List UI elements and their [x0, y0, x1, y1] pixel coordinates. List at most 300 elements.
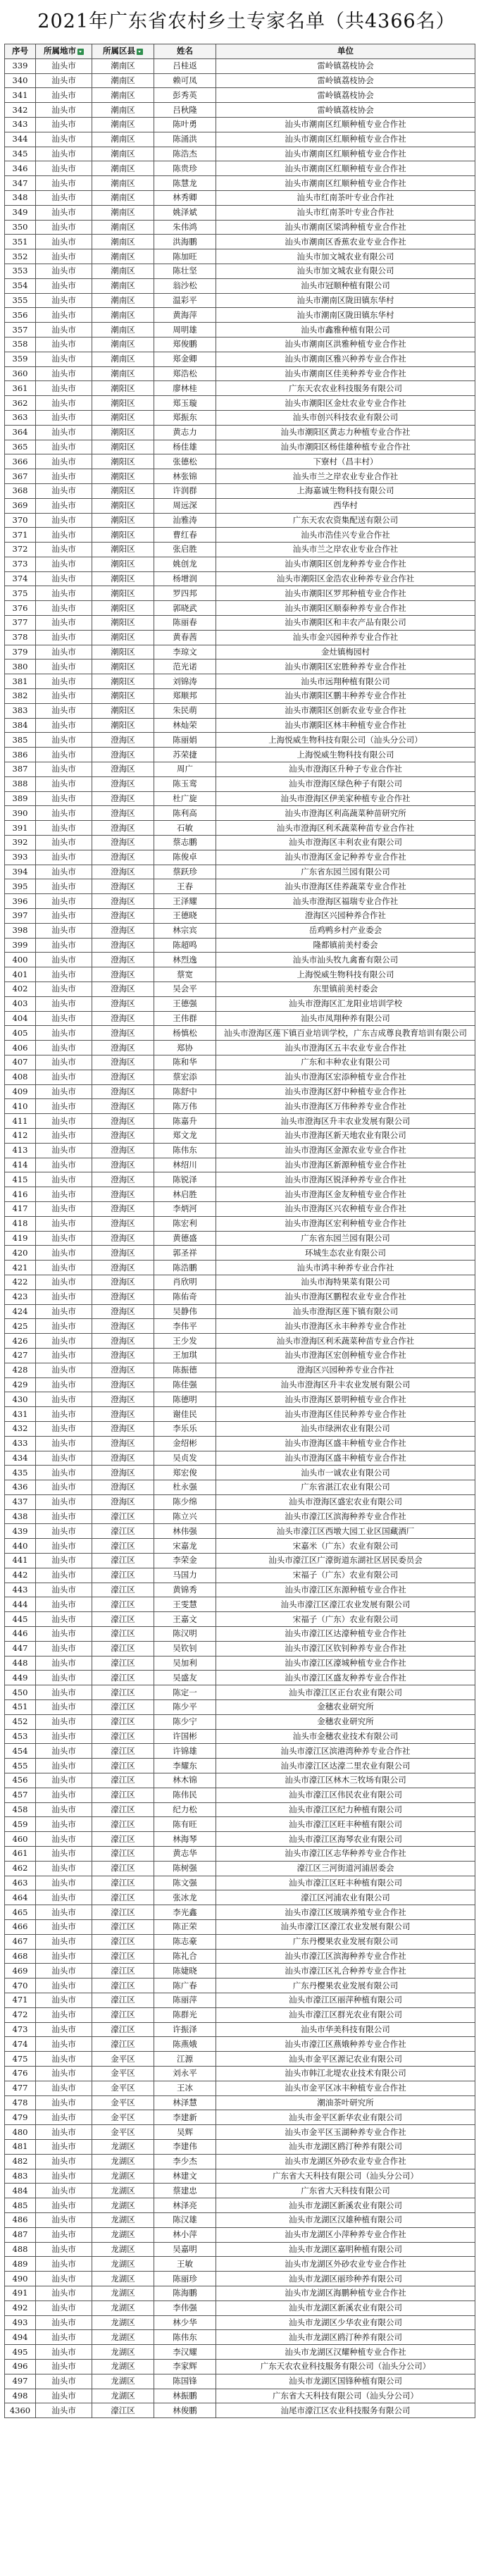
cell-district: 潮阳区: [92, 410, 154, 425]
cell-name: 陈丽娟: [154, 733, 216, 748]
document-title: 2021年广东省农村乡土专家名单（共4366名）: [37, 11, 456, 32]
table-row: [5, 483, 475, 498]
table-row: [5, 1304, 475, 1319]
cell-city: 汕头市: [36, 1172, 92, 1187]
table-row: [5, 147, 475, 161]
table-row: [5, 498, 475, 513]
cell-index: 424: [5, 1304, 36, 1319]
cell-city: 汕头市: [36, 645, 92, 660]
table-row: [5, 1392, 475, 1407]
cell-district: 濠江区: [92, 1979, 154, 1993]
cell-unit: 汕头市潮阳区创龙种养专业合作社: [216, 557, 475, 571]
cell-index: 445: [5, 1612, 36, 1627]
cell-district: 龙湖区: [92, 2257, 154, 2272]
cell-unit: 汕头市澄海区升丰农业发展有限公司: [216, 1114, 475, 1129]
cell-district: 澄海区: [92, 982, 154, 997]
cell-index: 444: [5, 1597, 36, 1612]
cell-unit: 汕头市濠江区达濠种植专业合作社: [216, 1627, 475, 1642]
cell-district: 潮阳区: [92, 630, 154, 645]
cell-unit: 上海悦威生物科技有限公司: [216, 967, 475, 982]
cell-district: 潮南区: [92, 176, 154, 191]
cell-name: 黄德盛: [154, 1231, 216, 1246]
cell-name: 黄海萍: [154, 308, 216, 323]
cell-unit: 汕头市澄海区永丰种养专业合作社: [216, 1319, 475, 1334]
cell-index: 452: [5, 1714, 36, 1729]
cell-city: 汕头市: [36, 1671, 92, 1685]
cell-name: 张启胜: [154, 543, 216, 557]
table-row: [5, 1114, 475, 1129]
cell-unit: 汕头市潮南区雅兴种养专业合作社: [216, 352, 475, 366]
cell-unit: 广东天农农业科技服务有限公司: [216, 381, 475, 396]
table-row: [5, 1084, 475, 1099]
cell-index: 400: [5, 953, 36, 967]
table-row: [5, 2242, 475, 2257]
cell-city: 汕头市: [36, 1539, 92, 1554]
cell-city: 汕头市: [36, 1451, 92, 1466]
cell-city: 汕头市: [36, 1568, 92, 1583]
cell-unit: 汕头市濠江区纪力种植有限公司: [216, 1802, 475, 1817]
cell-district: 澄海区: [92, 776, 154, 791]
cell-city: 汕头市: [36, 396, 92, 411]
cell-city: 汕头市: [36, 909, 92, 924]
cell-district: 澄海区: [92, 1084, 154, 1099]
table-row: [5, 1261, 475, 1275]
cell-city: 汕头市: [36, 1949, 92, 1964]
cell-city: 汕头市: [36, 2286, 92, 2301]
cell-unit: 汕头市濠江区濠江农业发展有限公司: [216, 1597, 475, 1612]
cell-index: 347: [5, 176, 36, 191]
cell-district: 龙湖区: [92, 2359, 154, 2374]
cell-district: 澄海区: [92, 1026, 154, 1041]
cell-city: 汕头市: [36, 1070, 92, 1084]
table-row: [5, 1788, 475, 1802]
cell-city: 汕头市: [36, 2007, 92, 2022]
cell-unit: 汕头市澄海区莲下镇有限公司: [216, 1304, 475, 1319]
cell-district: 澄海区: [92, 1011, 154, 1026]
cell-city: 汕头市: [36, 1905, 92, 1920]
table-row: [5, 2037, 475, 2052]
cell-district: 濠江区: [92, 1554, 154, 1568]
cell-name: 陈群光: [154, 2007, 216, 2022]
cell-index: 373: [5, 557, 36, 571]
cell-name: 许润群: [154, 483, 216, 498]
cell-unit: 汕头市潮阳区罗邦种植专业合作社: [216, 586, 475, 601]
cell-index: 484: [5, 2184, 36, 2198]
cell-index: 443: [5, 1583, 36, 1597]
cell-name: 黄志力: [154, 425, 216, 440]
filter-dropdown-icon[interactable]: [77, 49, 84, 55]
cell-index: 438: [5, 1509, 36, 1524]
cell-index: 397: [5, 909, 36, 924]
cell-city: 汕头市: [36, 967, 92, 982]
cell-city: 汕头市: [36, 806, 92, 821]
cell-district: 濠江区: [92, 1832, 154, 1847]
cell-index: 439: [5, 1524, 36, 1539]
cell-city: 汕头市: [36, 1289, 92, 1304]
cell-index: 486: [5, 2212, 36, 2227]
table-row: [5, 396, 475, 411]
cell-name: 李荣金: [154, 1554, 216, 1568]
cell-district: 澄海区: [92, 1436, 154, 1451]
cell-name: 罗四邦: [154, 586, 216, 601]
cell-city: 汕头市: [36, 1817, 92, 1832]
cell-city: 汕头市: [36, 703, 92, 718]
cell-city: 汕头市: [36, 2374, 92, 2389]
cell-name: 王春: [154, 879, 216, 894]
cell-district: 金平区: [92, 2066, 154, 2081]
cell-district: 濠江区: [92, 1539, 154, 1554]
cell-city: 汕头市: [36, 1275, 92, 1289]
table-row: [5, 1979, 475, 1993]
table-row: [5, 337, 475, 352]
cell-district: 濠江区: [92, 1685, 154, 1700]
table-row: [5, 718, 475, 733]
table-row: [5, 308, 475, 323]
cell-city: 汕头市: [36, 1876, 92, 1890]
cell-city: 汕头市: [36, 2095, 92, 2110]
table-row: [5, 923, 475, 938]
cell-index: 437: [5, 1494, 36, 1509]
cell-city: 汕头市: [36, 1026, 92, 1041]
table-row: [5, 2403, 475, 2418]
cell-unit: 汕头市潮南区红顺种植专业合作社: [216, 147, 475, 161]
cell-district: 潮南区: [92, 161, 154, 176]
cell-name: 林伟强: [154, 1524, 216, 1539]
cell-unit: 澄海区兴园种养专业合作社: [216, 1363, 475, 1377]
table-row: [5, 2227, 475, 2242]
cell-index: 408: [5, 1070, 36, 1084]
cell-index: 432: [5, 1421, 36, 1436]
cell-city: 汕头市: [36, 1334, 92, 1349]
cell-city: 汕头市: [36, 953, 92, 967]
cell-name: 郑顺邦: [154, 689, 216, 704]
cell-district: 金平区: [92, 2052, 154, 2067]
cell-name: 王少发: [154, 1334, 216, 1349]
table-row: [5, 454, 475, 469]
cell-name: 陈汉雄: [154, 2212, 216, 2227]
cell-city: 汕头市: [36, 1421, 92, 1436]
cell-name: 王敏: [154, 2257, 216, 2272]
cell-district: 澄海区: [92, 1041, 154, 1055]
table-row: [5, 1319, 475, 1334]
cell-unit: 上海悦威生物科技有限公司: [216, 748, 475, 762]
cell-index: 354: [5, 278, 36, 293]
cell-district: 龙湖区: [92, 2345, 154, 2360]
cell-city: 汕头市: [36, 674, 92, 689]
cell-unit: 汕头市潮阳区林丰种植专业合作社: [216, 718, 475, 733]
cell-district: 龙湖区: [92, 2184, 154, 2198]
table-row: [5, 1539, 475, 1554]
cell-unit: 汕头市濠江区丽萍种植有限公司: [216, 1993, 475, 2007]
cell-index: 420: [5, 1246, 36, 1261]
cell-index: 423: [5, 1289, 36, 1304]
cell-name: 彭秀英: [154, 88, 216, 103]
cell-unit: 汕头市金兴园种养专业合作社: [216, 630, 475, 645]
cell-name: 温彩平: [154, 293, 216, 308]
cell-name: 陈少宁: [154, 1714, 216, 1729]
cell-index: 391: [5, 821, 36, 836]
table-row: [5, 836, 475, 850]
cell-name: 蔡宏添: [154, 1070, 216, 1084]
cell-district: 澄海区: [92, 1407, 154, 1422]
cell-unit: 汕头市濠江区林木三牧场有限公司: [216, 1773, 475, 1788]
cell-index: 376: [5, 601, 36, 616]
cell-name: 郑宏俊: [154, 1466, 216, 1480]
cell-district: 龙湖区: [92, 2212, 154, 2227]
cell-district: 澄海区: [92, 1289, 154, 1304]
cell-index: 360: [5, 366, 36, 381]
cell-unit: 汕头市澄海区升种子专业合作社: [216, 762, 475, 777]
cell-district: 潮南区: [92, 117, 154, 132]
cell-name: 马国力: [154, 1568, 216, 1583]
cell-index: 389: [5, 791, 36, 806]
cell-index: 492: [5, 2301, 36, 2315]
table-row: [5, 1011, 475, 1026]
table-row: [5, 1671, 475, 1685]
table-row: [5, 1597, 475, 1612]
cell-name: 吕秋隆: [154, 103, 216, 118]
cell-index: 392: [5, 836, 36, 850]
cell-city: 汕头市: [36, 1597, 92, 1612]
cell-name: 陈贵珍: [154, 161, 216, 176]
table-row: [5, 2022, 475, 2037]
cell-name: 林建文: [154, 2169, 216, 2184]
cell-city: 汕头市: [36, 2037, 92, 2052]
cell-city: 汕头市: [36, 381, 92, 396]
header-name: 姓名: [154, 44, 216, 59]
cell-name: 刘永平: [154, 2066, 216, 2081]
cell-unit: 汕头市龙湖区国锋种植有限公司: [216, 2374, 475, 2389]
cell-name: 陈文强: [154, 1876, 216, 1890]
cell-index: 388: [5, 776, 36, 791]
cell-name: 李家辉: [154, 2359, 216, 2374]
cell-city: 汕头市: [36, 205, 92, 220]
cell-index: 493: [5, 2315, 36, 2330]
cell-unit: 广东丹樱果农业发展有限公司: [216, 1934, 475, 1949]
table-row: [5, 1905, 475, 1920]
cell-district: 澄海区: [92, 1377, 154, 1392]
cell-district: 澄海区: [92, 1334, 154, 1349]
table-row: [5, 1055, 475, 1070]
cell-district: 澄海区: [92, 1231, 154, 1246]
cell-city: 汕头市: [36, 1656, 92, 1671]
cell-name: 郑振东: [154, 410, 216, 425]
cell-unit: 广东天农农业科技服务有限公司（汕头分公司）: [216, 2359, 475, 2374]
cell-city: 汕头市: [36, 1832, 92, 1847]
cell-name: 吴辉: [154, 2125, 216, 2140]
cell-district: 潮阳区: [92, 645, 154, 660]
table-row: [5, 571, 475, 586]
cell-city: 汕头市: [36, 1143, 92, 1158]
cell-name: 宋嘉龙: [154, 1539, 216, 1554]
cell-district: 澄海区: [92, 1466, 154, 1480]
table-row: [5, 2257, 475, 2272]
table-row: [5, 1099, 475, 1114]
table-row: [5, 776, 475, 791]
cell-district: 潮南区: [92, 352, 154, 366]
table-row: [5, 103, 475, 118]
cell-index: 422: [5, 1275, 36, 1289]
cell-unit: 汕头市金平区新华农业有限公司: [216, 2110, 475, 2125]
cell-city: 汕头市: [36, 220, 92, 235]
cell-city: 汕头市: [36, 147, 92, 161]
table-row: [5, 1246, 475, 1261]
table-row: [5, 1377, 475, 1392]
cell-district: 濠江区: [92, 1802, 154, 1817]
cell-index: 481: [5, 2139, 36, 2154]
table-row: [5, 1847, 475, 1862]
cell-district: 澄海区: [92, 1319, 154, 1334]
cell-index: 356: [5, 308, 36, 323]
cell-name: 陈德明: [154, 1392, 216, 1407]
cell-district: 濠江区: [92, 1876, 154, 1890]
table-row: [5, 2110, 475, 2125]
table-row: [5, 132, 475, 147]
cell-city: 汕头市: [36, 1319, 92, 1334]
cell-name: 林振鹏: [154, 2389, 216, 2403]
cell-name: 陈丽萍: [154, 1993, 216, 2007]
table-row: [5, 410, 475, 425]
table-row: [5, 176, 475, 191]
cell-index: 339: [5, 58, 36, 73]
cell-district: 澄海区: [92, 836, 154, 850]
cell-unit: 汕头市濠江区滨港湾种养专业合作社: [216, 1744, 475, 1759]
table-row: [5, 528, 475, 543]
cell-index: 345: [5, 147, 36, 161]
cell-index: 472: [5, 2007, 36, 2022]
cell-unit: 汕头市澄海区新源种植专业合作社: [216, 1158, 475, 1172]
cell-name: 李耀东: [154, 1759, 216, 1773]
cell-district: 濠江区: [92, 1714, 154, 1729]
cell-index: 491: [5, 2286, 36, 2301]
cell-city: 汕头市: [36, 821, 92, 836]
table-row: [5, 2315, 475, 2330]
cell-district: 澄海区: [92, 1216, 154, 1231]
cell-city: 汕头市: [36, 1055, 92, 1070]
header-district[interactable]: [92, 44, 154, 59]
cell-city: 汕头市: [36, 748, 92, 762]
cell-unit: 广东省东园兰园有限公司: [216, 865, 475, 879]
table-row: [5, 1700, 475, 1715]
table-row: [5, 1494, 475, 1509]
cell-unit: 汕头市潮南区香蕉农业专业合作社: [216, 235, 475, 249]
table-row: [5, 674, 475, 689]
cell-unit: 广东丹樱果农业发展有限公司: [216, 1979, 475, 1993]
table-row: [5, 1509, 475, 1524]
cell-unit: 汕尾市濠江区农业科技服务有限公司: [216, 2403, 475, 2418]
cell-name: 杨佳雄: [154, 440, 216, 454]
cell-district: 潮南区: [92, 147, 154, 161]
cell-name: 王德强: [154, 996, 216, 1011]
cell-district: 澄海区: [92, 1055, 154, 1070]
cell-index: 466: [5, 1920, 36, 1935]
cell-index: 430: [5, 1392, 36, 1407]
table-row: [5, 1216, 475, 1231]
cell-name: 吴加利: [154, 1656, 216, 1671]
table-row: [5, 278, 475, 293]
cell-index: 364: [5, 425, 36, 440]
table-row: [5, 2184, 475, 2198]
cell-district: 潮阳区: [92, 571, 154, 586]
table-row: [5, 1334, 475, 1349]
cell-unit: 汕头市浩佳兴专业合作社: [216, 528, 475, 543]
cell-unit: 广东天农农资集配送有限公司: [216, 513, 475, 528]
cell-index: 480: [5, 2125, 36, 2140]
cell-name: 陈锐泽: [154, 1172, 216, 1187]
cell-name: 黄锦秀: [154, 1583, 216, 1597]
cell-city: 汕头市: [36, 1128, 92, 1143]
cell-district: 濠江区: [92, 1612, 154, 1627]
cell-index: 460: [5, 1832, 36, 1847]
cell-district: 澄海区: [92, 1480, 154, 1495]
cell-district: 潮南区: [92, 220, 154, 235]
cell-city: 汕头市: [36, 865, 92, 879]
table-row: [5, 117, 475, 132]
cell-unit: 汕头市龙湖区新溪农业有限公司: [216, 2198, 475, 2213]
cell-index: 442: [5, 1568, 36, 1583]
cell-index: 390: [5, 806, 36, 821]
cell-city: 汕头市: [36, 308, 92, 323]
cell-city: 汕头市: [36, 660, 92, 674]
cell-city: 汕头市: [36, 1890, 92, 1905]
cell-index: 477: [5, 2081, 36, 2095]
cell-city: 汕头市: [36, 293, 92, 308]
cell-unit: 汕头市濠江区正台农业有限公司: [216, 1685, 475, 1700]
cell-district: 澄海区: [92, 938, 154, 953]
cell-district: 龙湖区: [92, 2198, 154, 2213]
cell-city: 汕头市: [36, 2403, 92, 2418]
cell-city: 汕头市: [36, 1466, 92, 1480]
cell-name: 王嘉文: [154, 1612, 216, 1627]
header-unit: 单位: [216, 44, 475, 59]
cell-name: 陈志豪: [154, 1934, 216, 1949]
cell-city: 汕头市: [36, 1041, 92, 1055]
cell-index: 494: [5, 2330, 36, 2345]
table-row: [5, 733, 475, 748]
table-row: [5, 1568, 475, 1583]
cell-district: 金平区: [92, 2081, 154, 2095]
cell-unit: 汕头市龙湖区外砂农业专业合作社: [216, 2154, 475, 2169]
table-row: [5, 513, 475, 528]
cell-unit: 汕头市濠江区海琴农业有限公司: [216, 1832, 475, 1847]
cell-unit: 金穗农业研究所: [216, 1714, 475, 1729]
cell-name: 郑俊鹏: [154, 337, 216, 352]
cell-city: 汕头市: [36, 836, 92, 850]
cell-unit: 汕头市金平区源记农业有限公司: [216, 2052, 475, 2067]
cell-name: 林张锦: [154, 469, 216, 484]
cell-unit: 汕头市濠江区滨海种养专业合作社: [216, 1949, 475, 1964]
cell-district: 潮阳区: [92, 469, 154, 484]
cell-district: 潮阳区: [92, 483, 154, 498]
header-city[interactable]: [36, 44, 92, 59]
cell-name: 范光诺: [154, 660, 216, 674]
cell-index: 342: [5, 103, 36, 118]
cell-index: 374: [5, 571, 36, 586]
cell-index: 370: [5, 513, 36, 528]
cell-district: 澄海区: [92, 1494, 154, 1509]
table-row: [5, 323, 475, 338]
cell-unit: 汕头市濠江区伟民农业有限公司: [216, 1788, 475, 1802]
cell-city: 汕头市: [36, 2066, 92, 2081]
cell-unit: 汕头市濠江区钦钊种养专业合作社: [216, 1641, 475, 1656]
cell-index: 419: [5, 1231, 36, 1246]
cell-district: 龙湖区: [92, 2242, 154, 2257]
cell-unit: 汕头市濠江区旺丰种植有限公司: [216, 1876, 475, 1890]
cell-district: 濠江区: [92, 1568, 154, 1583]
table-row: [5, 1890, 475, 1905]
filter-dropdown-icon[interactable]: [137, 49, 143, 55]
table-row: [5, 1201, 475, 1216]
